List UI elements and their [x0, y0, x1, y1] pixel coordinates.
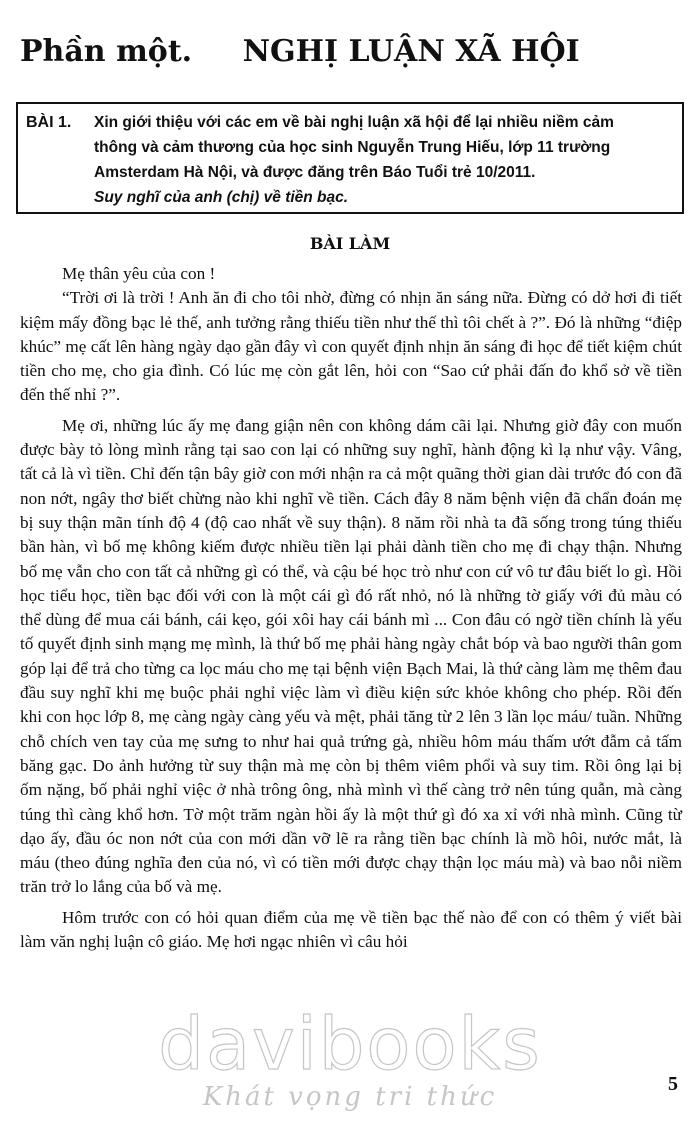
assignment-line: thông và cảm thương của học sinh Nguyễn Trung Hiếu, lớp 11 trường — [94, 139, 611, 156]
assignment-label: BÀI 1. — [26, 114, 72, 131]
part-title: NGHỊ LUẬN XÃ HỘI — [242, 34, 580, 69]
watermark-brand: davibooks — [158, 1002, 542, 1086]
essay-paragraph: Mẹ thân yêu của con ! — [62, 264, 216, 283]
watermark-tagline: Khát vọng tri thức — [202, 1082, 498, 1112]
publisher-watermark — [0, 1002, 700, 1112]
assignment-row — [26, 160, 674, 185]
essay-body — [20, 262, 682, 954]
assignment-row — [26, 110, 674, 135]
assignment-line: Amsterdam Hà Nội, và được đăng trên Báo Tuổi trẻ 10/2011. — [94, 164, 536, 181]
essay-paragraph: “Trời ơi là trời ! Anh ăn đi cho tôi nhờ, đừng có nhịn ăn sáng nữa. Đừng có dở hơi đi tiết kiệm mấy đồng bạc lẻ thế, anh tưởng rằng thiếu tiền như thế thì tôi chết à ?”. Đó là những “điệp khúc” mẹ cất lên hàng ngày dạo gần đây vì con quyết định nhịn ăn sáng đi học để tiết kiệm chút tiền cho mẹ, cho gia đình. Có lúc mẹ còn gắt lên, hỏi con “Sao cứ phải đấn đo khổ sở về tiền đến thế nhỉ ?”. — [20, 288, 682, 405]
assignment-box — [16, 102, 684, 214]
essay-paragraph: Hôm trước con có hỏi quan điểm của mẹ về tiền bạc thế nào để con có thêm ý viết bài làm văn nghị luận cô giáo. Mẹ hơi ngạc nhiên vì câu hỏi — [20, 907, 682, 952]
essay-paragraph: Mẹ ơi, những lúc ấy mẹ đang giận nên con không dám cãi lại. Nhưng giờ đây con muốn được bày tỏ lòng mình rằng tại sao con lại có những suy nghĩ, hành động kì lạ như vậy. Vâng, tất cả là vì tiền. Chỉ đến tận bây giờ con mới nhận ra cả một quãng thời gian dài trước đó con đã non nớt, ngây thơ biết chừng nào khi nghĩ về tiền. Cách đây 8 năm bệnh viện đã chẩn đoán mẹ bị suy thận mãn tính độ 4 (độ cao nhất về suy thận). 8 năm rồi nhà ta đã sống trong túng thiếu bần hàn, vì bố mẹ không kiếm được nhiều tiền lại phải dành tiền cho mẹ đi chạy thận. Nhưng bố mẹ vẫn cho con tất cả những gì có thể, và cậu bé học trò như con cứ vô tư đâu biết lo gì. Hồi học tiểu học, tiền bạc đối với con là một cái gì đó rất nhỏ, nó là những tờ giấy với đủ màu có thể dùng để mua cái bánh, cái kẹo, gói xôi hay cái bánh mì ... Con đâu có ngờ tiền chính là yếu tố quyết định sinh mạng mẹ mình, là thứ bố mẹ phải hàng ngày chắt bóp và bao người thân gom góp lại để trả cho từng ca lọc máu cho mẹ tại bệnh viện Bạch Mai, là thứ càng làm mẹ thêm đau đầu suy nghĩ khi mẹ buộc phải nghỉ việc làm vì điều kiện sức khỏe không cho phép. Rồi đến khi con học lớp 8, mẹ càng ngày càng yếu và mệt, phải tăng từ 2 lên 3 lần lọc máu/ tuần. Những chỗ chích ven tay của mẹ sưng to như hai quả trứng gà, nhiều hôm máu thấm ướt đẫm cả tấm băng gạc. Do ảnh hưởng từ suy thận mà mẹ còn bị thêm viêm phổi và suy tim. Rồi ông lại bị ốm nặng, bố phải nghỉ việc ở nhà trông ông, nhà mình vì thế càng trở nên túng quẫn, mà càng túng thì càng khổ hơn. Tờ một trăm ngàn hồi ấy là một thứ gì đó xa xỉ với nhà mình. Cũng từ dạo ấy, đầu óc non nớt của con mới dần vỡ lẽ ra rằng tiền bạc chính là mồ hôi, nước mắt, là máu (theo đúng nghĩa đen của nó, vì có tiền mới được chạy thận lọc máu mà) và bao nỗi niềm trăn trở lo lắng của bố và mẹ. — [20, 415, 682, 897]
page-title — [20, 34, 580, 69]
section-heading: BÀI LÀM — [309, 234, 391, 253]
assignment-row — [26, 135, 674, 160]
assignment-row — [26, 185, 674, 210]
part-label: Phần một. — [20, 34, 193, 69]
assignment-line: Xin giới thiệu với các em về bài nghị luận xã hội để lại nhiều niềm cảm — [94, 114, 614, 131]
assignment-prompt: Suy nghĩ của anh (chị) về tiền bạc. — [94, 189, 349, 206]
page-number: 5 — [668, 1073, 678, 1095]
